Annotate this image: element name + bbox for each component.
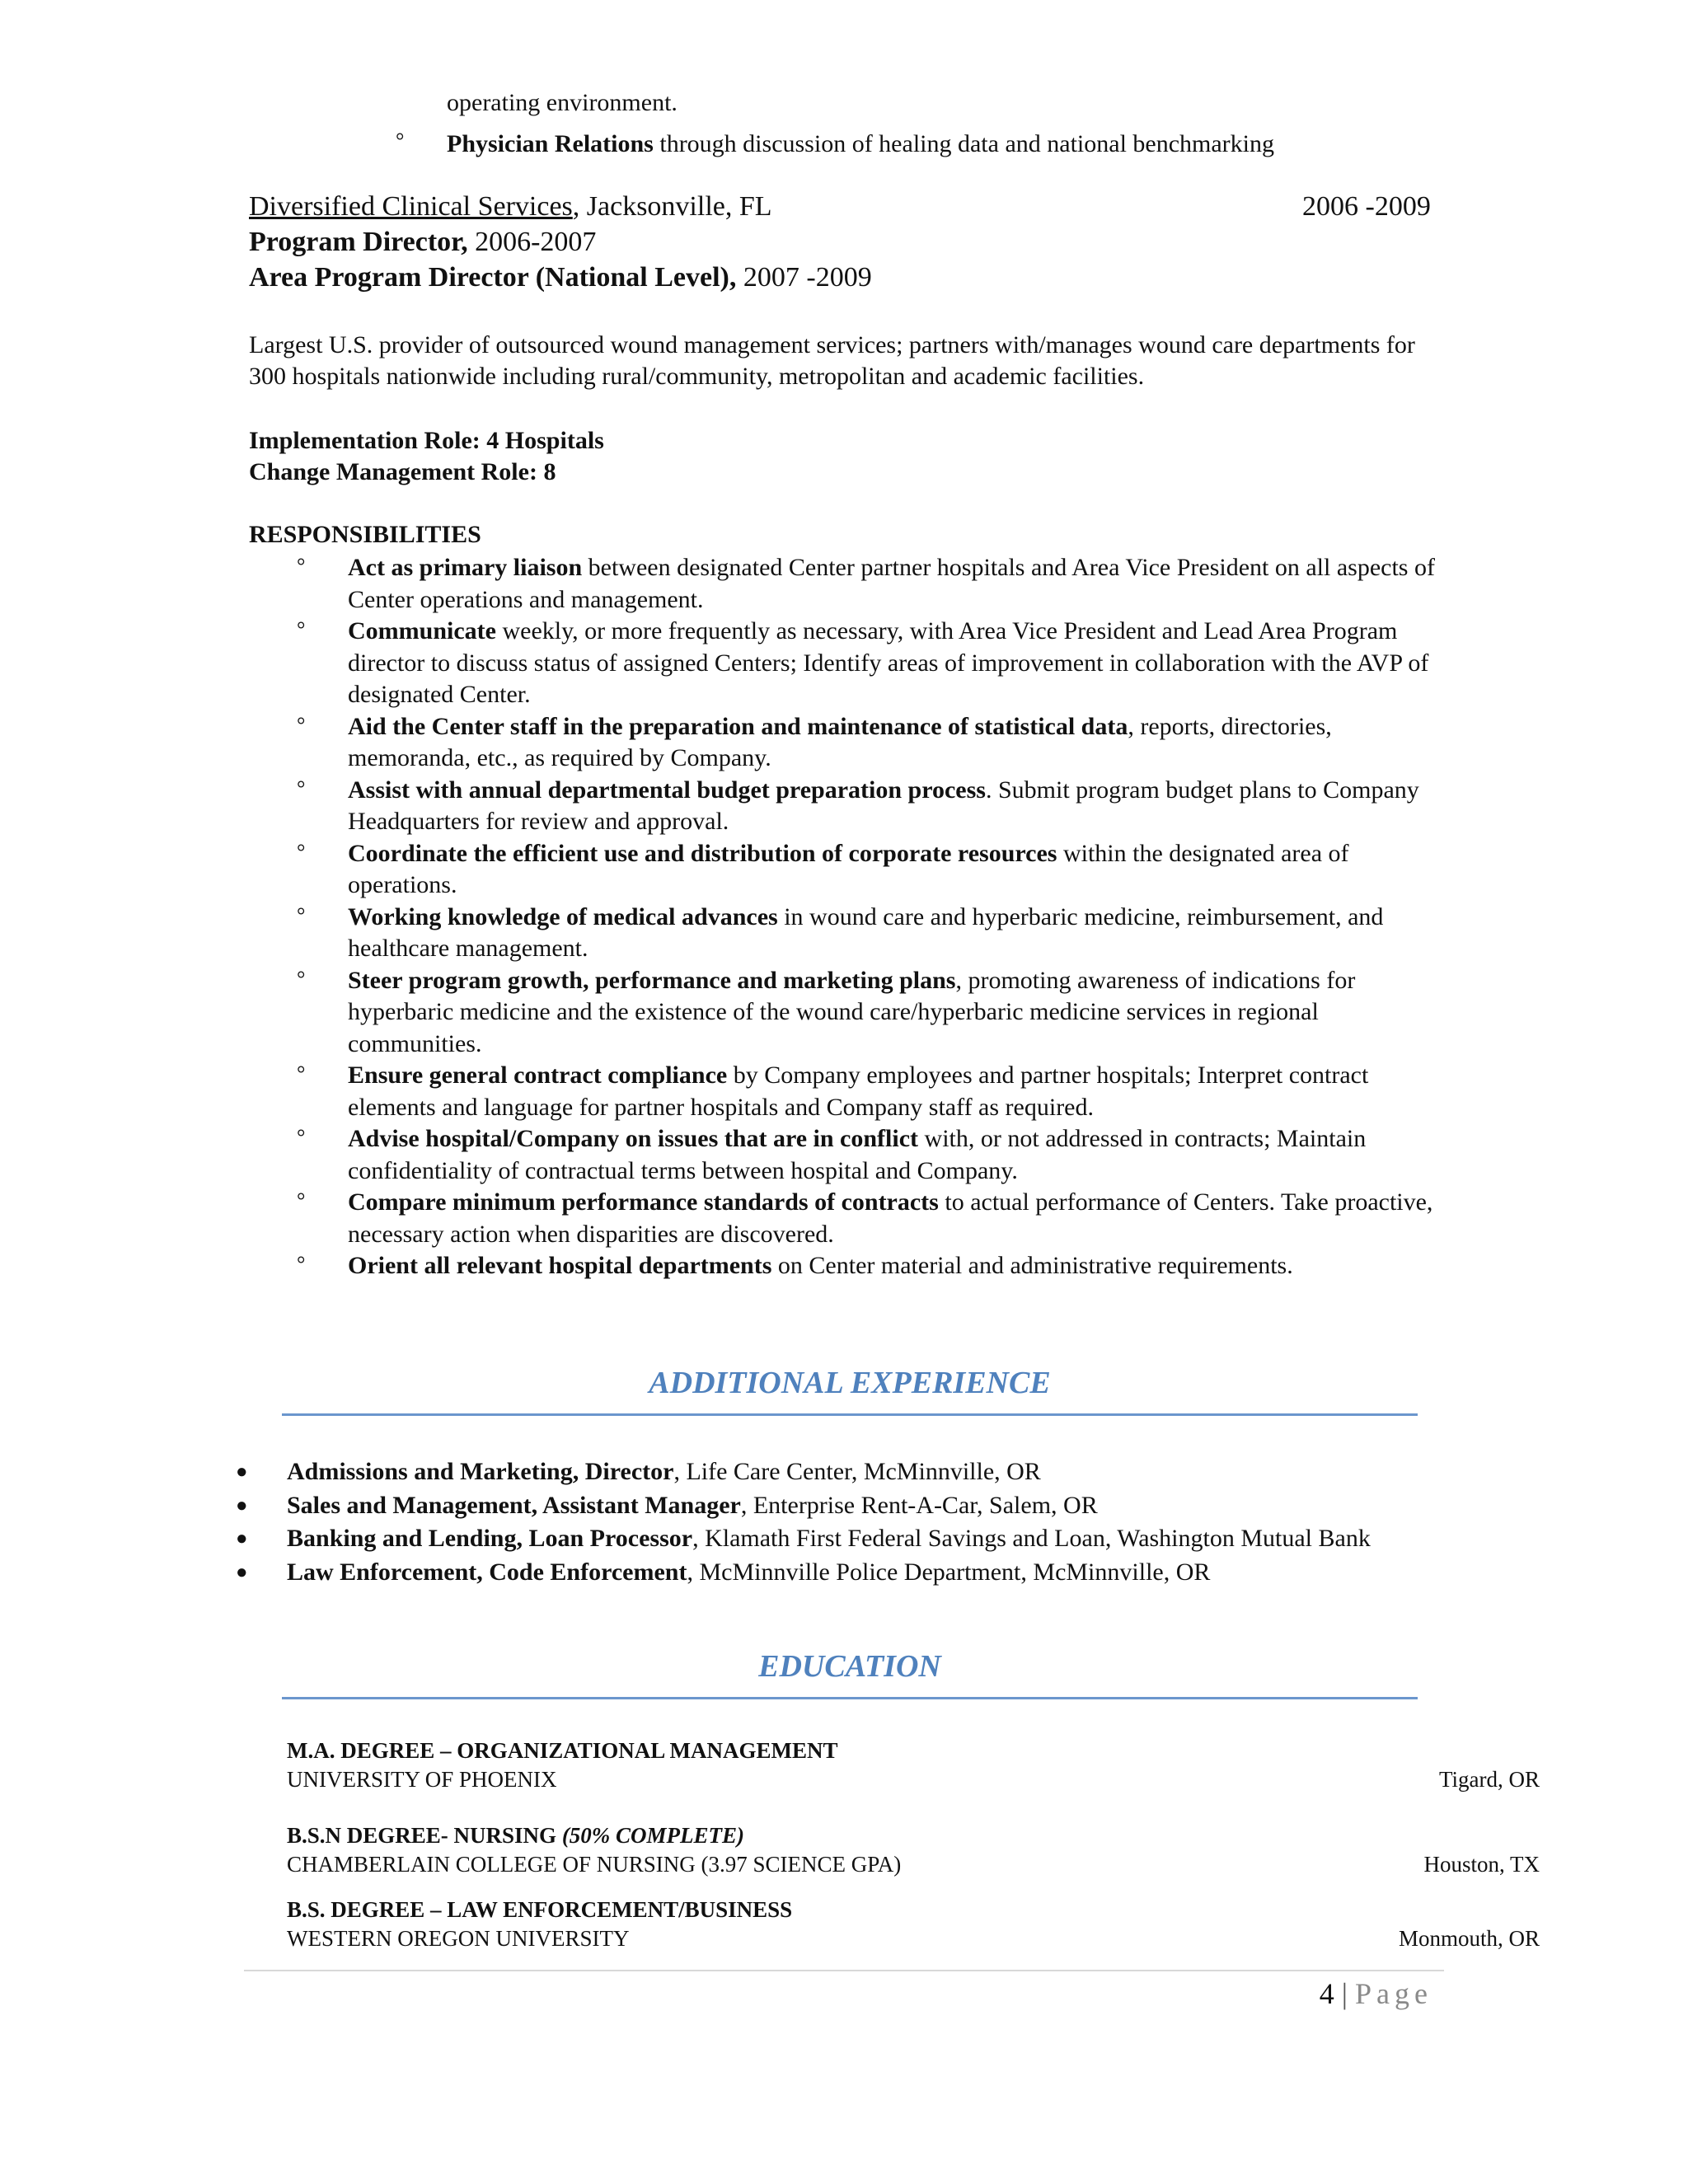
- responsibility-bold: Ensure general contract compliance: [348, 1062, 728, 1089]
- responsibility-item: [297, 1060, 1451, 1123]
- responsibility-text: by Company employees and partner hospitals; Interpret contract elements and language for partner hospitals and Company staff as required.: [348, 1062, 1369, 1121]
- responsibility-item: [297, 1250, 1451, 1282]
- education-location: Houston, TX: [1423, 1852, 1540, 1877]
- bullet-marker: °: [297, 712, 306, 737]
- role-title-1: [249, 227, 596, 258]
- continuation-item-bold: Physician Relations: [447, 130, 654, 157]
- bullet-marker: °: [297, 617, 306, 641]
- section-title-education: EDUCATION: [758, 1649, 941, 1684]
- responsibility-bold: Advise hospital/Company on issues that are in conflict: [348, 1125, 919, 1152]
- education-school: WESTERN OREGON UNIVERSITY: [287, 1926, 630, 1951]
- experience-role: Law Enforcement, Code Enforcement: [287, 1558, 687, 1586]
- responsibility-text: on Center material and administrative requirements.: [771, 1252, 1293, 1279]
- bullet-marker: °: [297, 1125, 306, 1149]
- responsibilities-heading: RESPONSIBILITIES: [249, 521, 481, 548]
- bullet-marker: °: [297, 966, 306, 991]
- responsibility-text: within the designated area of operations.: [348, 839, 1349, 898]
- education-school: UNIVERSITY OF PHOENIX: [287, 1767, 557, 1792]
- bullet-marker: °: [297, 776, 306, 800]
- responsibility-item: [297, 1187, 1451, 1250]
- responsibility-item: [297, 902, 1451, 965]
- bullet-marker: °: [297, 1188, 306, 1212]
- bullet-dot-icon: ●: [236, 1561, 248, 1583]
- employer-line: [249, 191, 772, 223]
- role-title-2-name: Area Program Director (National Level),: [249, 262, 737, 293]
- experience-role: Banking and Lending, Loan Processor: [287, 1525, 693, 1552]
- education-degree: [287, 1821, 744, 1849]
- section-title-additional-experience: ADDITIONAL EXPERIENCE: [649, 1366, 1051, 1400]
- employer-name: Diversified Clinical Services: [249, 191, 573, 222]
- experience-details: , Klamath First Federal Savings and Loan, Washington Mutual Bank: [692, 1525, 1371, 1552]
- responsibility-bold: Act as primary liaison: [348, 554, 583, 581]
- experience-details: , McMinnville Police Department, McMinnville, OR: [687, 1558, 1211, 1586]
- bullet-marker: °: [297, 1252, 306, 1276]
- responsibility-text: to actual performance of Centers. Take proactive, necessary action when disparities are discovered.: [348, 1188, 1433, 1248]
- responsibility-item: [297, 616, 1451, 711]
- responsibility-text: in wound care and hyperbaric medicine, reimbursement, and healthcare management.: [348, 902, 1384, 962]
- responsibility-bold: Compare minimum performance standards of contracts: [348, 1188, 939, 1216]
- responsibility-bold: Communicate: [348, 617, 496, 644]
- continuation-line: operating environment.: [447, 89, 678, 116]
- responsibility-text: weekly, or more frequently as necessary, with Area Vice President and Lead Area Program director to discuss status of assigned Centers; Identify areas of improvement in collaboration with the AVP of designated Center.: [348, 617, 1429, 708]
- responsibility-item: [297, 1123, 1451, 1187]
- education-degree: B.S. DEGREE – LAW ENFORCEMENT/BUSINESS: [287, 1897, 793, 1922]
- page-number: 4: [1319, 1977, 1334, 2010]
- company-description: Largest U.S. provider of outsourced wound management services; partners with/manages wound care departments for 300 hospitals nationwide including rural/community, metropolitan and academic facilities.: [249, 331, 1415, 390]
- responsibility-bold: Assist with annual departmental budget preparation process: [348, 776, 986, 804]
- responsibility-item: [297, 965, 1451, 1061]
- additional-experience-list: [236, 1456, 1447, 1590]
- employment-dates: 2006 -2009: [1302, 191, 1431, 222]
- experience-role: Admissions and Marketing, Director: [287, 1458, 674, 1485]
- responsibilities-list: [297, 552, 1451, 1282]
- responsibility-item: [297, 838, 1451, 902]
- education-school: CHAMBERLAIN COLLEGE OF NURSING (3.97 SCIENCE GPA): [287, 1852, 902, 1877]
- experience-details: , Enterprise Rent-A-Car, Salem, OR: [740, 1491, 1098, 1519]
- page-footer: [1320, 1976, 1432, 2011]
- bullet-marker: °: [396, 129, 405, 152]
- responsibility-bold: Coordinate the efficient use and distribution of corporate resources: [348, 839, 1057, 867]
- responsibility-text: between designated Center partner hospitals and Area Vice President on all aspects of Center operations and management.: [348, 554, 1435, 613]
- responsibility-item: [297, 552, 1451, 616]
- responsibility-bold: Steer program growth, performance and marketing plans: [348, 966, 956, 994]
- employer-location: , Jacksonville, FL: [572, 191, 772, 222]
- education-location: Monmouth, OR: [1398, 1926, 1540, 1951]
- footer-divider: [244, 1970, 1444, 1971]
- experience-item: [236, 1557, 1447, 1589]
- bullet-marker: °: [297, 554, 306, 578]
- page-label: Page: [1355, 1977, 1432, 2010]
- education-degree: M.A. DEGREE – ORGANIZATIONAL MANAGEMENT: [287, 1738, 838, 1763]
- page-separator: |: [1334, 1977, 1356, 2010]
- responsibility-text: , promoting awareness of indications for hyperbaric medicine and the existence of the wound care/hyperbaric medicine services in regional communities.: [348, 966, 1356, 1057]
- experience-details: , Life Care Center, McMinnville, OR: [673, 1458, 1041, 1485]
- education-degree-name: B.S.N DEGREE- NURSING: [287, 1823, 562, 1848]
- change-management-role: Change Management Role: 8: [249, 458, 556, 485]
- bullet-dot-icon: ●: [236, 1461, 248, 1483]
- role-title-2: [249, 262, 872, 293]
- section-divider: [282, 1697, 1418, 1699]
- bullet-marker: °: [297, 1062, 306, 1085]
- responsibility-bold: Working knowledge of medical advances: [348, 902, 778, 930]
- education-degree-note: (50% COMPLETE): [561, 1823, 745, 1848]
- bullet-dot-icon: ●: [236, 1494, 248, 1516]
- responsibility-text: , reports, directories, memoranda, etc., as required by Company.: [348, 712, 1332, 771]
- responsibility-item: [297, 711, 1451, 775]
- responsibility-bold: Aid the Center staff in the preparation and maintenance of statistical data: [348, 712, 1128, 740]
- responsibility-text: with, or not addressed in contracts; Maintain confidentiality of contractual terms between hospital and Company.: [348, 1125, 1367, 1184]
- role-title-1-years: 2006-2007: [467, 227, 597, 257]
- bullet-marker: °: [297, 902, 306, 927]
- responsibility-text: . Submit program budget plans to Company Headquarters for review and approval.: [348, 776, 1419, 835]
- role-title-1-name: Program Director,: [249, 227, 468, 257]
- responsibility-item: [297, 775, 1451, 838]
- continuation-item-text: through discussion of healing data and national benchmarking: [653, 130, 1275, 157]
- experience-role: Sales and Management, Assistant Manager: [287, 1491, 741, 1519]
- bullet-marker: °: [297, 839, 306, 864]
- role-title-2-years: 2007 -2009: [736, 262, 872, 293]
- responsibility-bold: Orient all relevant hospital departments: [348, 1252, 772, 1279]
- experience-item: [236, 1523, 1447, 1555]
- implementation-role: Implementation Role: 4 Hospitals: [249, 427, 604, 454]
- bullet-dot-icon: ●: [236, 1528, 248, 1549]
- education-location: Tigard, OR: [1438, 1767, 1540, 1792]
- experience-item: [236, 1456, 1447, 1488]
- section-divider: [282, 1413, 1418, 1416]
- experience-item: [236, 1490, 1447, 1522]
- continuation-item: [447, 129, 1274, 160]
